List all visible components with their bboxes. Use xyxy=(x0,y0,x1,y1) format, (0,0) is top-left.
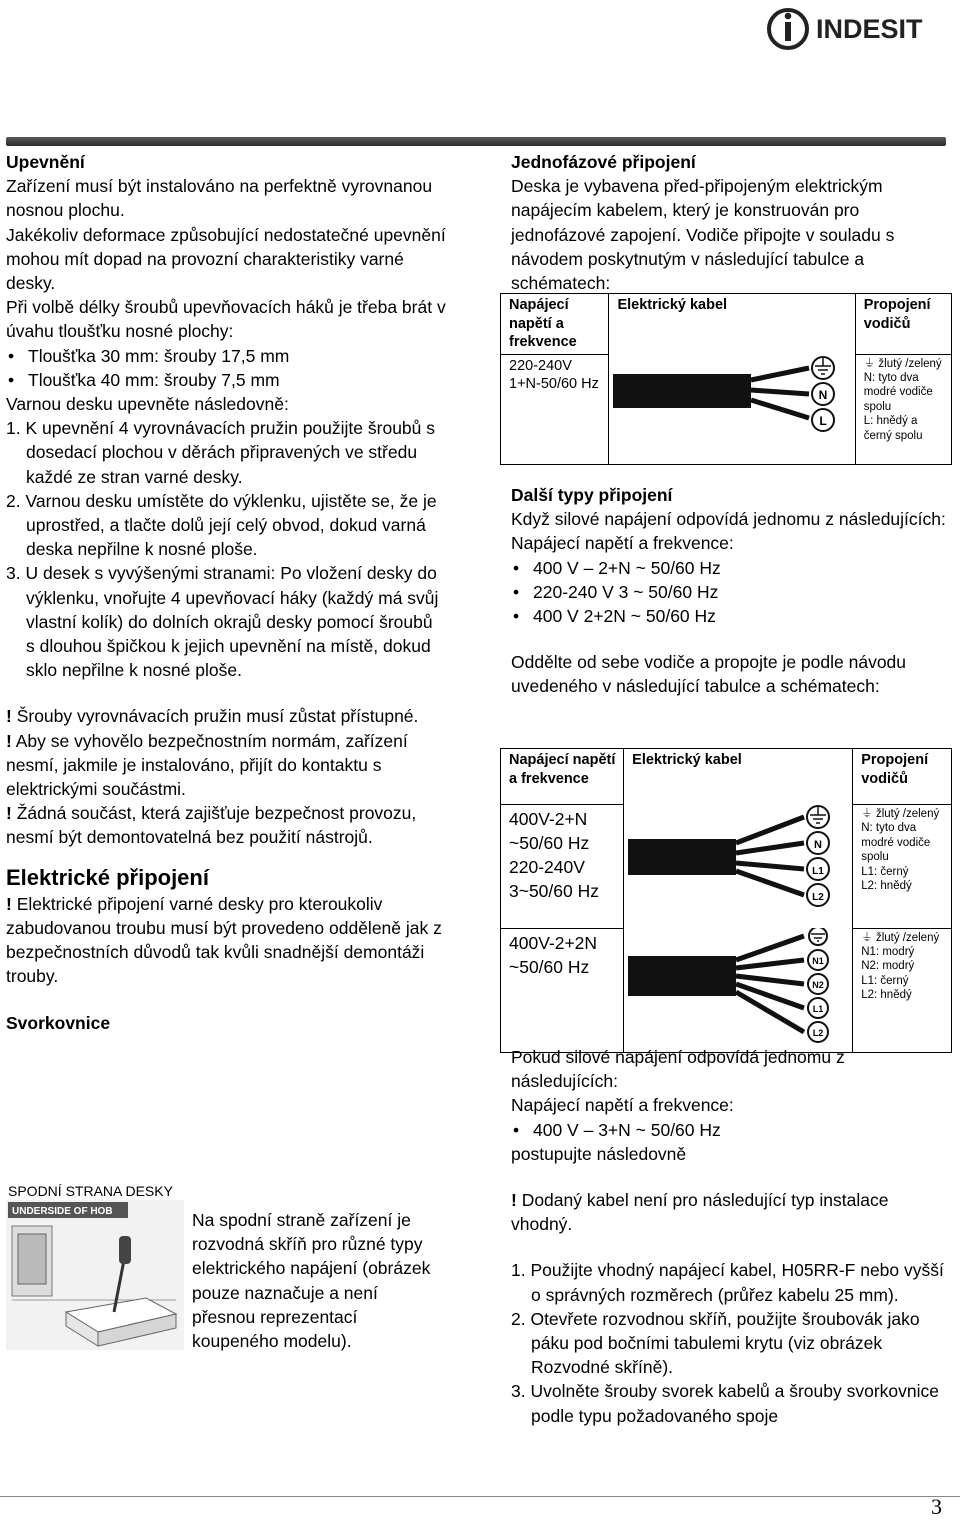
bullet-item: • Tloušťka 40 mm: šrouby 7,5 mm xyxy=(6,368,446,392)
cable-diagram-1 xyxy=(609,354,855,464)
warning-mark: ! xyxy=(6,803,12,824)
three-phase-paragraph-2: Napájecí napětí a frekvence: xyxy=(511,1095,734,1116)
wire-label: L1 xyxy=(812,865,825,877)
table-cell-connection: ⏚ žlutý /zelený N: tyto dva modré vodiče spolu L1: černý L2: hnědý xyxy=(853,805,952,929)
table-cell-connection: ⏚ žlutý /zelený N: tyto dva modré vodiče spolu L: hnědý a černý spolu xyxy=(855,354,951,464)
bullet-item: • 220-240 V 3 ~ 50/60 Hz xyxy=(511,580,951,604)
other-types-title: Další typy připojení xyxy=(511,485,673,505)
warning-mark: ! xyxy=(6,730,12,751)
table-header: Propojení vodičů xyxy=(855,294,951,355)
bullet-item: • Tloušťka 30 mm: šrouby 17,5 mm xyxy=(6,344,446,368)
header-rule xyxy=(6,137,946,146)
other-paragraph-3: Oddělte od sebe vodiče a propojte je podle návodu uvedeného v následující tabulce a schématech: xyxy=(511,652,907,697)
right-column-mid xyxy=(511,483,951,699)
wire-label: N2 xyxy=(812,980,824,990)
single-phase-title: Jednofázové připojení xyxy=(511,152,696,172)
table-cell-connection: ⏚ žlutý /zelený N1: modrý N2: modrý L1: černý L2: hnědý xyxy=(853,928,952,1052)
table-header: Napájecí napětí a frekvence xyxy=(501,294,609,355)
indesit-logo xyxy=(766,4,946,54)
underside-figure xyxy=(6,1200,184,1350)
right-column-bottom xyxy=(511,1045,951,1428)
table-header: Elektrický kabel xyxy=(609,294,855,355)
table-header: Propojení vodičů xyxy=(853,749,952,805)
wire-label: L1 xyxy=(812,1004,824,1014)
figure-text-block xyxy=(192,1208,442,1353)
wire-label: N xyxy=(819,388,828,402)
figure-inner-label: UNDERSIDE OF HOB xyxy=(12,1206,113,1217)
bullet-item: • 400 V 2+2N ~ 50/60 Hz xyxy=(511,604,951,628)
figure-caption: SPODNÍ STRANA DESKY xyxy=(8,1183,173,1199)
wire-label: L xyxy=(819,414,828,428)
page-number: 3 xyxy=(931,1494,942,1519)
wire-label: N1 xyxy=(812,956,824,966)
right-column-top xyxy=(511,150,951,295)
wire-label: N xyxy=(814,838,823,851)
numbered-item: 3. Uvolněte šrouby svorek kabelů a šrouby svorkovnice podle typu požadovaného spoje xyxy=(511,1381,939,1426)
table-header: Elektrický kabel xyxy=(624,749,853,805)
warning-mark: ! xyxy=(6,706,12,727)
wire-label: L2 xyxy=(812,891,825,903)
table-header: Napájecí napětí a frekvence xyxy=(501,749,624,805)
step-item: 1. K upevnění 4 vyrovnávacích pružin použijte šroubů s dosedací plochou v děrách připravených ve středu každé ze stran varné desky. xyxy=(6,418,435,487)
brand-name: INDESIT xyxy=(816,14,923,44)
mount-paragraph-2: Jakékoliv deformace způsobující nedostatečné upevnění mohou mít dopad na provozní charakteristiky varné desky. xyxy=(6,224,446,294)
multi-phase-table xyxy=(500,748,952,1053)
earth-icon: ⏚ xyxy=(861,931,873,944)
three-phase-paragraph-1: Pokud silové napájení odpovídá jednomu z následujících: xyxy=(511,1047,845,1092)
table-cell-supply: 400V-2+2N ~50/60 Hz xyxy=(501,928,624,1052)
earth-ground: ⏚ žlutý /zelený xyxy=(863,357,942,370)
other-paragraph-2: Napájecí napětí a frekvence: xyxy=(511,533,734,554)
earth-icon: ⏚ xyxy=(863,357,876,370)
earth-icon: ⏚ xyxy=(861,808,873,820)
three-phase-paragraph-3: postupujte následovně xyxy=(511,1143,687,1164)
warning-mark: ! xyxy=(6,893,12,914)
mount-paragraph-3: Při volbě délky šroubů upevňovacích háků je třeba brát v úvahu tloušťku nosné plochy: xyxy=(6,297,446,342)
step-item: 2. Varnou desku umístěte do výklenku, ujistěte se, že je uprostřed, a tlačte dolů její celý obvod, dokud varná deska nepřilne k nosné ploše. xyxy=(6,490,437,560)
electrical-paragraph: ! Elektrické připojení varné desky pro kteroukoliv zabudovanou troubu musí být provedeno odděleně jak z bezpečnostních důvodů tak kvůli snadnější demontáži trouby. xyxy=(6,893,442,987)
bullet-item: • 400 V – 3+N ~ 50/60 Hz xyxy=(511,1118,951,1142)
table-cell-supply: 220-240V 1+N-50/60 Hz xyxy=(501,354,609,464)
mount-title: Upevnění xyxy=(6,152,85,172)
mount-paragraph-1: Zařízení musí být instalováno na perfektně vyrovnanou nosnou plochu. xyxy=(6,176,433,221)
footer-rule xyxy=(0,1496,960,1497)
warning-mark: ! xyxy=(511,1190,517,1211)
left-column xyxy=(6,150,446,1035)
step-item: 3. U desek s vyvýšenými stranami: Po vložení desky do výklenku, vnořujte 4 upevňovací háky (každý má svůj vlastní kolík) do dolních okrajů desky pomocí šroubů s dlouhou špičkou k jejich upevnění na místě, dokud sklo nepřilne k nosné ploše. xyxy=(6,563,439,681)
numbered-item: 2. Otevřete rozvodnou skříň, použijte šroubovák jako páku pod bočními tabulemi krytu (viz obrázek Rozvodné skříně). xyxy=(511,1308,920,1378)
terminal-title: Svorkovnice xyxy=(6,1012,111,1033)
cable-warning: ! Dodaný kabel není pro následující typ instalace vhodný. xyxy=(511,1190,889,1235)
warning-3: ! Žádná součást, která zajišťuje bezpečnost provozu, nesmí být demontovatelná bez použití nástrojů. xyxy=(6,803,417,848)
cable-diagram-2 xyxy=(624,805,853,929)
numbered-item: 1. Použijte vhodný napájecí kabel, H05RR-F nebo vyšší o správných rozměrech (průřez kabelu 25 mm). xyxy=(511,1260,944,1305)
wire-label: L2 xyxy=(812,1028,824,1038)
table-cell-supply: 400V-2+N ~50/60 Hz 220-240V 3~50/60 Hz xyxy=(501,805,624,929)
single-phase-table xyxy=(500,293,952,465)
cable-diagram-3 xyxy=(624,928,853,1052)
figure-description: Na spodní straně zařízení je rozvodná skříň pro různé typy elektrického napájení (obrázek pouze naznačuje a není přesnou reprezentací koupeného modelu). xyxy=(192,1210,431,1352)
other-paragraph-1: Když silové napájení odpovídá jednomu z následujících: xyxy=(511,509,946,530)
warning-2: ! Aby se vyhovělo bezpečnostním normám, zařízení nesmí, jakmile je instalováno, přijít do kontaktu s elektrickými součástmi. xyxy=(6,730,408,800)
single-phase-paragraph: Deska je vybavena před-připojeným elektrickým napájecím kabelem, který je konstruován pro jednofázové zapojení. Vodiče připojte v souladu s návodem poskytnutým v následující tabulce a schématech: xyxy=(511,176,895,294)
electrical-title: Elektrické připojení xyxy=(6,864,209,890)
mount-paragraph-4: Varnou desku upevněte následovně: xyxy=(6,394,289,415)
warning-1: ! Šrouby vyrovnávacích pružin musí zůstat přístupné. xyxy=(6,706,419,727)
bullet-item: • 400 V – 2+N ~ 50/60 Hz xyxy=(511,556,951,580)
